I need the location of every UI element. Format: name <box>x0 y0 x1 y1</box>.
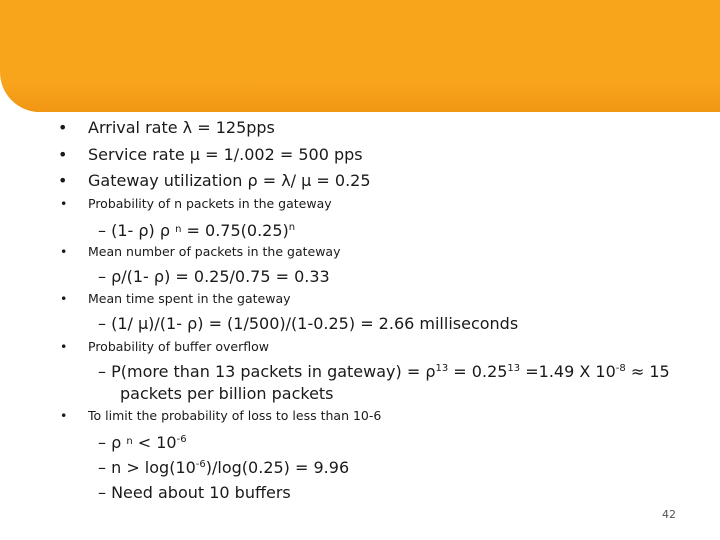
bullet-marker: • <box>60 339 68 354</box>
mean-time-formula: – (1/ μ)/(1- ρ) = (1/500)/(1-0.25) = 2.66 milliseconds <box>98 314 519 333</box>
mean-number-formula: – ρ/(1- ρ) = 0.25/0.75 = 0.33 <box>98 267 330 286</box>
formula-superscript: 13 <box>435 363 449 374</box>
service-rate-text: Service rate μ = 1/.002 = 500 pps <box>88 145 363 164</box>
formula-part: = 0.75(0.25) <box>181 221 289 240</box>
formula-part: – (1- ρ) ρ <box>98 221 176 240</box>
overflow-formula <box>98 362 670 381</box>
mean-time-text: Mean time spent in the gateway <box>88 291 291 306</box>
bullet-marker: • <box>60 196 68 211</box>
bullet-marker: • <box>58 171 68 190</box>
limit-loss-text: To limit the probability of loss to less than 10-6 <box>88 408 382 423</box>
prob-n-packets-text: Probability of n packets in the gateway <box>88 196 332 211</box>
bullet-marker: • <box>58 118 68 137</box>
formula-superscript: n <box>288 222 296 233</box>
limit-formula-b <box>98 458 349 477</box>
formula-part: < 10 <box>132 433 177 452</box>
formula-part: – P(more than 13 packets in gateway) = ρ <box>98 362 436 381</box>
formula-superscript: n <box>175 224 182 235</box>
bullet-marker: • <box>58 145 68 164</box>
mean-number-text: Mean number of packets in the gateway <box>88 244 341 259</box>
gateway-utilization-text: Gateway utilization ρ = λ/ μ = 0.25 <box>88 171 371 190</box>
formula-superscript: -8 <box>615 363 626 374</box>
formula-part: = 0.25 <box>448 362 508 381</box>
formula-superscript: -6 <box>195 459 206 470</box>
bullet-marker: • <box>60 408 68 423</box>
buffer-overflow-text: Probability of buffer overflow <box>88 339 269 354</box>
formula-part: =1.49 X 10 <box>520 362 616 381</box>
arrival-rate-text: Arrival rate λ = 125pps <box>88 118 275 137</box>
formula-part: ≈ 15 <box>625 362 670 381</box>
limit-formula-a <box>98 433 187 452</box>
formula-superscript: -6 <box>176 434 187 445</box>
bullet-marker: • <box>60 244 68 259</box>
limit-formula-c: – Need about 10 buffers <box>98 483 291 502</box>
prob-n-formula <box>98 221 295 240</box>
bullet-marker: • <box>60 291 68 306</box>
formula-part: – ρ <box>98 433 127 452</box>
formula-superscript: n <box>126 436 133 447</box>
overflow-formula-line2: packets per billion packets <box>120 384 334 403</box>
page-number: 42 <box>662 508 676 521</box>
formula-part: – n > log(10 <box>98 458 196 477</box>
formula-superscript: 13 <box>507 363 521 374</box>
formula-part: )/log(0.25) = 9.96 <box>205 458 350 477</box>
